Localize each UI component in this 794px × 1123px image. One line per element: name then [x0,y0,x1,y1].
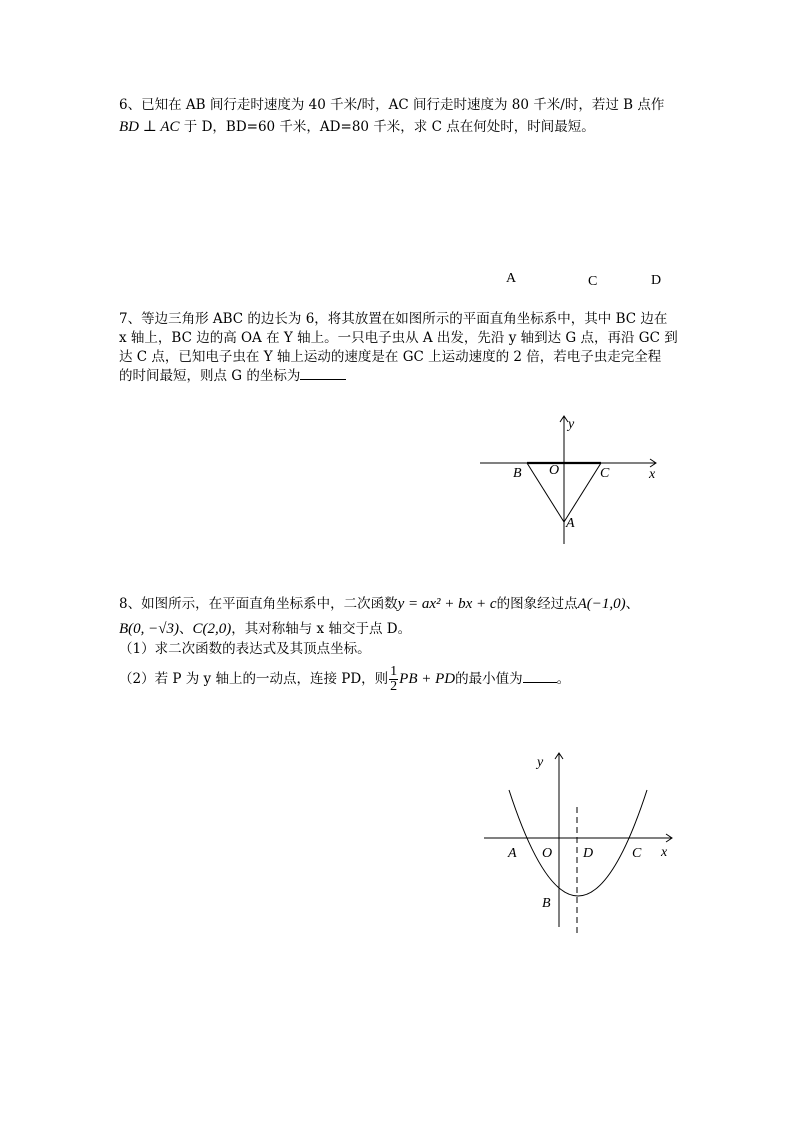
fig8-label-y: y [537,755,544,770]
fig7-label-b: B [513,466,522,481]
problem7-line3: 达 C 点，已知电子虫在 Y 轴上运动的速度是在 GC 上运动速度的 2 倍，若电子虫走完全程 [119,349,662,365]
point-c: C(2,0) [192,621,232,637]
triangle-side-ac [564,463,601,522]
fig7-label-y: y [568,417,575,432]
fig8-label-c: C [632,846,642,861]
problem8-line2-post: ，其对称轴与 x 轴交于点 D。 [231,621,412,637]
parabola-curve [509,790,647,896]
problem7-line1: 7、等边三角形 ABC 的边长为 6，将其放置在如图所示的平面直角坐标系中，其中 BC 边在 [119,311,668,327]
problem7-line4-text: 的时间最短，则点 G 的坐标为 [119,368,301,384]
fraction-denominator: 2 [390,679,398,694]
fig7-label-x: x [649,467,656,482]
problem8-q2-pre: （2）若 P 为 y 轴上的一动点，连接 PD，则 [119,671,389,687]
quadratic-equation: y = ax² + bx + c [397,596,497,612]
problem8-line2-sep: 、 [179,621,193,637]
problem6-line2-text: 于 D，BD=60 千米，AD=80 千米，求 C 点在何处时，时间最短。 [179,119,595,135]
fig8-label-d: D [583,846,594,861]
problem7-line4 [119,366,346,386]
point-a: A(−1,0) [577,596,626,612]
point-b: B(0, −√3) [119,621,180,637]
fraction-one-half [389,665,398,694]
problem6-label-d: D [651,273,662,288]
problem8-line1-post: 、 [625,596,640,612]
problem8-q2 [119,664,570,694]
problem6-label-a: A [506,271,517,286]
fig7-label-c: C [600,466,610,481]
answer-blank [300,367,346,380]
problem6-line1: 6、已知在 AB 间行走时速度为 40 千米/时，AC 间行走时速度为 80 千米/时，若过 B 点作 [119,97,665,113]
problem7-figure [470,410,670,550]
fig8-label-x: x [661,845,668,860]
answer-blank [523,670,557,683]
problem8-q2-post: 的最小值为 [455,671,523,687]
problem8-q2-end: 。 [556,671,571,687]
problem6-label-c: C [588,274,598,289]
fig8-label-b: B [542,896,551,911]
problem8-figure [478,745,688,940]
problem7-line2: x 轴上，BC 边的高 OA 在 Y 轴上。一只电子虫从 A 出发，先沿 y 轴到达 G 点，再沿 GC 到 [119,330,678,346]
fig8-label-a: A [508,846,517,861]
fig7-label-o: O [549,463,560,478]
problem8-line1 [119,594,639,614]
problem8-line1-mid: 的图象经过点 [496,596,578,612]
fig8-label-o: O [542,846,553,861]
problem8-q1: （1）求二次函数的表达式及其顶点坐标。 [119,641,371,657]
problem8-q2-expr: PB + PD [399,671,456,687]
problem6-perp-expression: BD ⊥ AC [119,119,180,135]
problem8-line2 [119,619,411,639]
fraction-numerator: 1 [390,664,398,679]
fig7-label-a: A [566,516,575,531]
problem6-line2 [119,117,595,137]
problem8-line1-pre: 8、如图所示，在平面直角坐标系中，二次函数 [119,596,398,612]
